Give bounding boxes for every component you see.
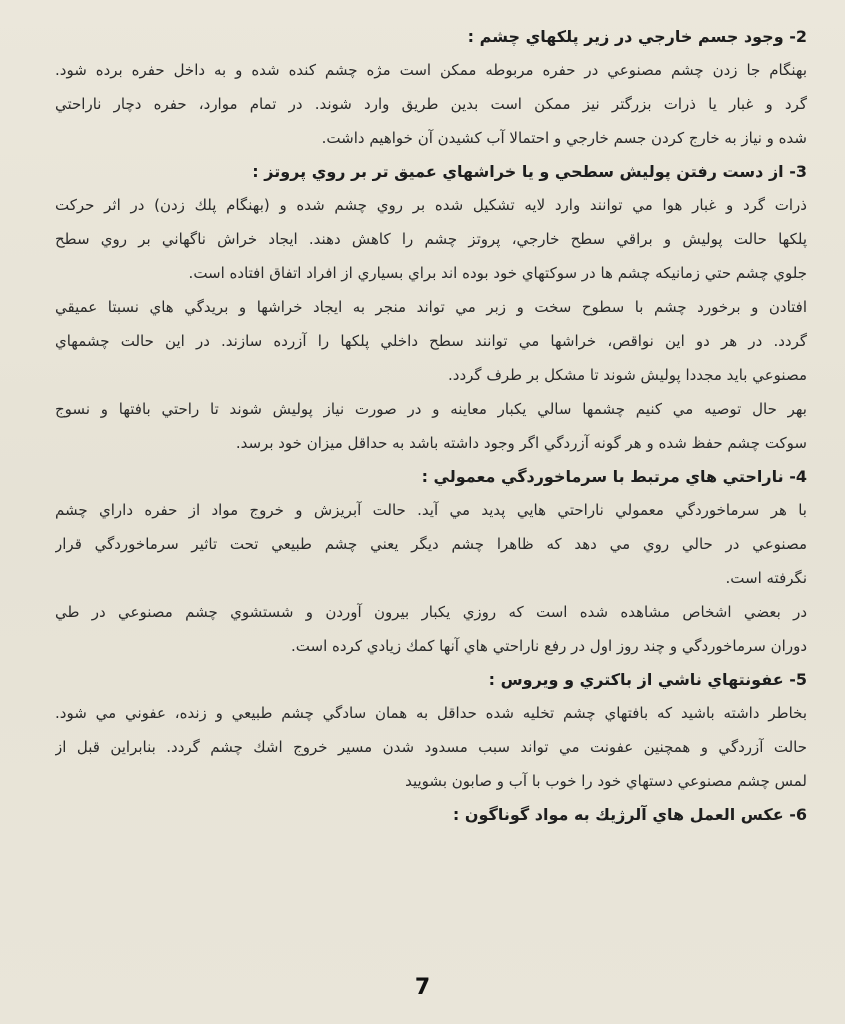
text-line: نگرفته است. <box>725 569 807 587</box>
text-line: حالت آزردگي و همچنين عفونت مي تواند سبب مسدود شدن مسير خروج اشك چشم گردد. بنابراين قبل از <box>55 738 807 756</box>
paragraph <box>55 696 807 798</box>
text-line: در بعضي اشخاص مشاهده شده است كه روزي يكبار بيرون آوردن و شستشوي چشم مصنوعي در طي <box>55 603 807 621</box>
paragraph <box>55 53 807 155</box>
text-line: مصنوعي بايد مجددا پوليش شوند تا مشكل بر طرف گردد. <box>448 366 807 384</box>
section-heading: 2- وجود جسم خارجي در زير پلكهاي چشم : <box>467 27 807 46</box>
text-line: با هر سرماخوردگي معمولي ناراحتي هايي پديد مي آيد. حالت آبريزش و خروج مواد از حفره داراي چشم <box>55 501 807 519</box>
text-line: بهنگام جا زدن چشم مصنوعي در حفره مربوطه ممكن است مژه چشم كنده شده و به داخل حفره برده شود. <box>55 61 807 79</box>
text-line: افتادن و برخورد چشم با سطوح سخت و زبر مي تواند منجر به ايجاد خراشها و بريدگي هاي نسبتا عميقي <box>55 298 807 316</box>
text-line: گرد و غبار يا ذرات بزرگتر نيز ممكن است بدين طريق وارد شوند. در تمام موارد، حفره دچار ناراحتي <box>55 95 807 113</box>
text-line: بهر حال توصيه مي كنيم چشمها سالي يكبار معاينه و در صورت نياز پوليش شوند تا راحتي بافتها و نسوج <box>55 400 807 418</box>
paragraph <box>55 392 807 460</box>
text-line: بخاطر داشته باشيد كه بافتهاي چشم تخليه شده حداقل به همان سادگي چشم طبيعي و زنده، عفوني مي شود. <box>55 704 807 722</box>
text-line: سوكت چشم حفظ شده و هر گونه آزردگي اگر وجود داشته باشد به حداقل ميزان خود برسد. <box>235 434 807 452</box>
text-line: گردد. در هر دو اين نواقص، خراشها مي توانند سطح داخلي پلكها را آزرده سازند. در اين حالت چشمهاي <box>55 332 807 350</box>
paragraph <box>55 290 807 392</box>
section-heading: 6- عكس العمل هاي آلرژيك به مواد گوناگون : <box>452 805 807 824</box>
document-body <box>55 20 807 831</box>
text-line: لمس چشم مصنوعي دستهاي خود را خوب با آب و صابون بشوييد <box>405 772 807 790</box>
text-line: ذرات گرد و غبار هوا مي توانند وارد لايه تشكيل شده بر روي چشم شده و (بهنگام پلك زدن) در اثر حركت <box>55 196 807 214</box>
text-line: مصنوعي در حالي روي مي دهد كه ظاهرا چشم ديگر يعني چشم طبيعي تحت تاثير سرماخوردگي قرار <box>55 535 807 553</box>
text-line: جلوي چشم حتي زمانيكه چشم ها در سوكتهاي خود بوده اند براي بسياري از افراد اتفاق افتاده است. <box>188 264 807 282</box>
section-heading: 5- عفونتهاي ناشي از باكتري و ويروس : <box>488 670 807 689</box>
paragraph <box>55 188 807 290</box>
section-heading: 4- ناراحتي هاي مرتبط با سرماخوردگي معمولي : <box>421 467 807 486</box>
paragraph <box>55 595 807 663</box>
page-number: 7 <box>414 975 431 1000</box>
text-line: شده و نياز به خارج كردن جسم خارجي و احتمالا آب كشيدن آن خواهيم داشت. <box>321 129 807 147</box>
text-line: دوران سرماخوردگي و چند روز اول در رفع ناراحتي هاي آنها كمك زيادي كرده است. <box>291 637 807 655</box>
section-heading: 3- از دست رفتن پوليش سطحي و يا خراشهاي عميق تر بر روي پروتز : <box>252 162 807 181</box>
paragraph <box>55 493 807 595</box>
text-line: پلكها حالت پوليش و براقي سطح خارجي، پروتز چشم را كاهش دهند. ايجاد خراش ناگهاني بر روي سطح <box>55 230 807 248</box>
